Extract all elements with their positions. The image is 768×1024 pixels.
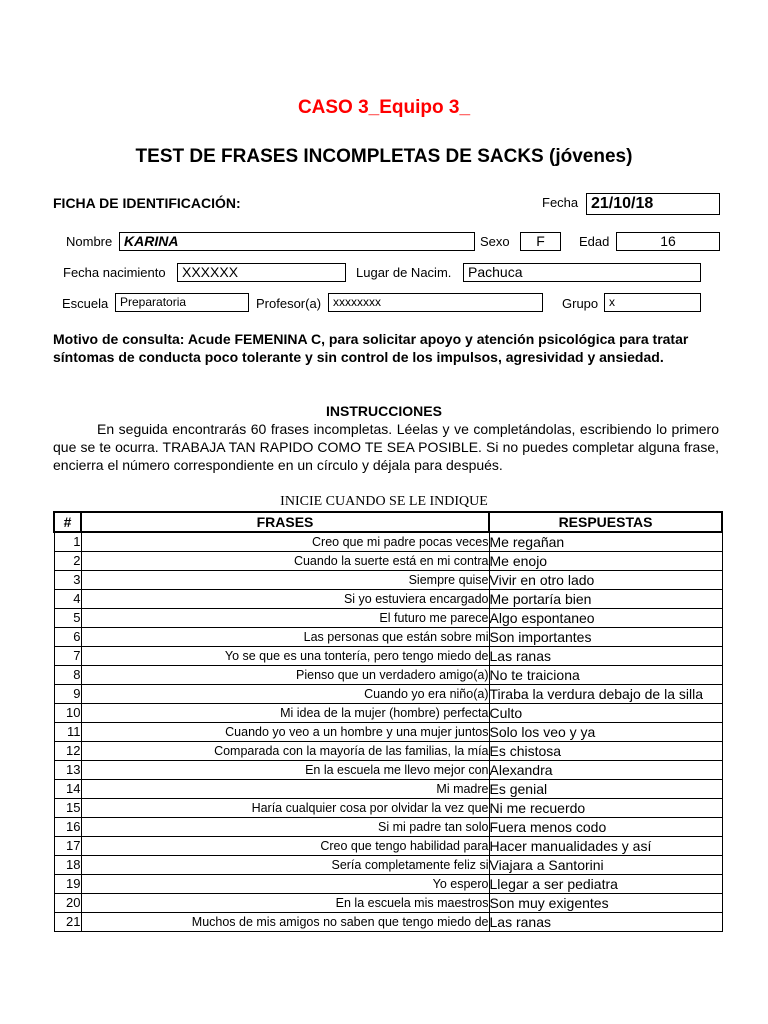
- profesor-field[interactable]: xxxxxxxx: [328, 293, 543, 312]
- table-row: [54, 647, 722, 666]
- row-number: 12: [54, 742, 81, 761]
- row-frase: Creo que tengo habilidad para: [81, 837, 489, 856]
- row-frase: Cuando yo era niño(a): [81, 685, 489, 704]
- row-frase: Cuando yo veo a un hombre y una mujer juntos: [81, 723, 489, 742]
- row-respuesta[interactable]: Ni me recuerdo: [489, 799, 722, 818]
- row-respuesta[interactable]: Fuera menos codo: [489, 818, 722, 837]
- table-row: [54, 875, 722, 894]
- row-number: 17: [54, 837, 81, 856]
- frases-table: [53, 511, 723, 932]
- table-row: [54, 894, 722, 913]
- row-respuesta[interactable]: Algo espontaneo: [489, 609, 722, 628]
- row-frase: Mi madre: [81, 780, 489, 799]
- header-frases: FRASES: [81, 512, 489, 532]
- row-number: 9: [54, 685, 81, 704]
- header-number: #: [54, 512, 81, 532]
- table-row: [54, 552, 722, 571]
- row-frase: Creo que mi padre pocas veces: [81, 532, 489, 552]
- table-row: [54, 628, 722, 647]
- header-respuestas: RESPUESTAS: [489, 512, 722, 532]
- edad-field[interactable]: 16: [616, 232, 720, 251]
- test-title: TEST DE FRASES INCOMPLETAS DE SACKS (jóvenes): [135, 146, 633, 167]
- row-frase: El futuro me parece: [81, 609, 489, 628]
- row-respuesta[interactable]: Me enojo: [489, 552, 722, 571]
- fecha-nacimiento-field[interactable]: XXXXXX: [177, 263, 346, 282]
- row-number: 13: [54, 761, 81, 780]
- row-frase: Mi idea de la mujer (hombre) perfecta: [81, 704, 489, 723]
- table-row: [54, 742, 722, 761]
- row-respuesta[interactable]: Alexandra: [489, 761, 722, 780]
- row-frase: Cuando la suerte está en mi contra: [81, 552, 489, 571]
- row-number: 3: [54, 571, 81, 590]
- row-number: 5: [54, 609, 81, 628]
- grupo-label: Grupo: [562, 296, 599, 311]
- row-frase: Si mi padre tan solo: [81, 818, 489, 837]
- row-frase: Pienso que un verdadero amigo(a): [81, 666, 489, 685]
- row-number: 4: [54, 590, 81, 609]
- table-row: [54, 723, 722, 742]
- table-row: [54, 818, 722, 837]
- row-respuesta[interactable]: Son muy exigentes: [489, 894, 722, 913]
- table-row: [54, 856, 722, 875]
- motivo-consulta: Motivo de consulta: Acude FEMENINA C, para solicitar apoyo y atención psicológica para tratar síntomas de conducta poco tolerante y sin control de los impulsos, agresividad y ansiedad.: [53, 331, 689, 365]
- row-respuesta[interactable]: Llegar a ser pediatra: [489, 875, 722, 894]
- profesor-label: Profesor(a): [256, 296, 322, 311]
- row-frase: Muchos de mis amigos no saben que tengo miedo de: [81, 913, 489, 932]
- table-row: [54, 913, 722, 932]
- row-number: 11: [54, 723, 81, 742]
- row-respuesta[interactable]: Las ranas: [489, 647, 722, 666]
- case-title: CASO 3_Equipo 3_: [297, 97, 471, 118]
- row-frase: Comparada con la mayoría de las familias, la mía: [81, 742, 489, 761]
- table-row: [54, 780, 722, 799]
- row-number: 7: [54, 647, 81, 666]
- instructions-title: INSTRUCCIONES: [326, 403, 442, 419]
- fecha-field[interactable]: 21/10/18: [586, 193, 720, 215]
- escuela-field[interactable]: Preparatoria: [115, 293, 249, 312]
- row-number: 10: [54, 704, 81, 723]
- row-number: 8: [54, 666, 81, 685]
- grupo-field[interactable]: x: [604, 293, 701, 312]
- row-number: 14: [54, 780, 81, 799]
- row-respuesta[interactable]: No te traiciona: [489, 666, 722, 685]
- row-frase: Yo se que es una tontería, pero tengo miedo de: [81, 647, 489, 666]
- row-number: 18: [54, 856, 81, 875]
- row-respuesta[interactable]: Es chistosa: [489, 742, 722, 761]
- fecha-label: Fecha: [542, 195, 579, 210]
- row-respuesta[interactable]: Me portaría bien: [489, 590, 722, 609]
- row-number: 15: [54, 799, 81, 818]
- table-row: [54, 609, 722, 628]
- row-number: 6: [54, 628, 81, 647]
- sexo-label: Sexo: [480, 234, 510, 249]
- sexo-field[interactable]: F: [520, 232, 561, 251]
- row-number: 20: [54, 894, 81, 913]
- table-body: [54, 532, 722, 932]
- row-respuesta[interactable]: Las ranas: [489, 913, 722, 932]
- ficha-heading: FICHA DE IDENTIFICACIÓN:: [53, 195, 241, 211]
- fecha-nacimiento-label: Fecha nacimiento: [63, 265, 166, 280]
- row-frase: En la escuela mis maestros: [81, 894, 489, 913]
- row-respuesta[interactable]: Hacer manualidades y así: [489, 837, 722, 856]
- nombre-label: Nombre: [66, 234, 113, 249]
- row-frase: Las personas que están sobre mi: [81, 628, 489, 647]
- nombre-field[interactable]: KARINA: [119, 232, 475, 251]
- table-row: [54, 571, 722, 590]
- table-row: [54, 685, 722, 704]
- table-row: [54, 590, 722, 609]
- table-row: [54, 704, 722, 723]
- table-row: [54, 666, 722, 685]
- row-frase: Yo espero: [81, 875, 489, 894]
- escuela-label: Escuela: [62, 296, 109, 311]
- row-respuesta[interactable]: Viajara a Santorini: [489, 856, 722, 875]
- table-row: [54, 837, 722, 856]
- row-frase: En la escuela me llevo mejor con: [81, 761, 489, 780]
- row-number: 19: [54, 875, 81, 894]
- row-number: 21: [54, 913, 81, 932]
- row-number: 16: [54, 818, 81, 837]
- table-row: [54, 532, 722, 552]
- row-respuesta[interactable]: Son importantes: [489, 628, 722, 647]
- lugar-nacimiento-field[interactable]: Pachuca: [463, 263, 701, 282]
- table-row: [54, 761, 722, 780]
- row-respuesta[interactable]: Vivir en otro lado: [489, 571, 722, 590]
- row-respuesta[interactable]: Culto: [489, 704, 722, 723]
- row-respuesta[interactable]: Es genial: [489, 780, 722, 799]
- row-respuesta[interactable]: Solo los veo y ya: [489, 723, 722, 742]
- start-instruction: INICIE CUANDO SE LE INDIQUE: [280, 494, 488, 509]
- lugar-nacimiento-label: Lugar de Nacim.: [356, 265, 452, 280]
- instructions-text: En seguida encontrarás 60 frases incompletas. Léelas y ve completándolas, escribiendo lo primero que se te ocurra. TRABAJA TAN RAPIDO COMO TE SEA POSIBLE. Si no puedes completar alguna frase, encierra el número correspondiente en un círculo y déjala para después.: [53, 421, 719, 473]
- edad-label: Edad: [579, 234, 610, 249]
- row-respuesta[interactable]: Tiraba la verdura debajo de la silla: [489, 685, 722, 704]
- table-row: [54, 799, 722, 818]
- row-respuesta[interactable]: Me regañan: [489, 532, 722, 552]
- row-frase: Haría cualquier cosa por olvidar la vez que: [81, 799, 489, 818]
- row-number: 1: [54, 532, 81, 552]
- row-frase: Sería completamente feliz si: [81, 856, 489, 875]
- row-number: 2: [54, 552, 81, 571]
- row-frase: Si yo estuviera encargado: [81, 590, 489, 609]
- row-frase: Siempre quise: [81, 571, 489, 590]
- table-header-row: [54, 512, 722, 532]
